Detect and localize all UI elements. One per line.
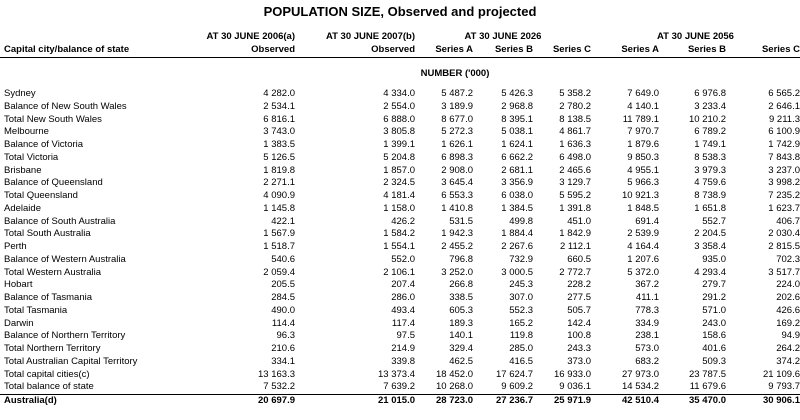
cell-value: 540.6 [271, 253, 295, 265]
cell-value: 334.1 [271, 355, 295, 367]
cell-value: 3 645.4 [441, 177, 473, 189]
cell-value: 3 998.2 [768, 177, 800, 189]
cell-value: 21 015.0 [295, 395, 415, 408]
table-row [0, 381, 800, 394]
cell-value: 426.6 [776, 304, 800, 316]
cell-value: 660.5 [567, 253, 591, 265]
cell-value: 42 510.4 [591, 395, 659, 408]
cell-value: 117.4 [391, 317, 415, 329]
cell-value: 401.6 [702, 343, 726, 354]
cell-value: 27 973.0 [622, 368, 659, 380]
cell-value: 1 624.1 [501, 139, 533, 150]
header-2026-series-a: Series A [415, 43, 473, 58]
cell-value: 2 267.6 [501, 241, 533, 252]
row-label: Balance of Western Australia [4, 253, 126, 265]
cell-value: 21 109.6 [763, 368, 800, 380]
header-group-2056: AT 30 JUNE 2056 [657, 31, 734, 42]
cell-value: 1 158.0 [383, 202, 415, 214]
cell-value: 3 743.0 [263, 126, 295, 138]
row-label: Hobart [4, 279, 33, 291]
cell-value: 2 465.6 [559, 164, 591, 176]
table-row [0, 216, 800, 229]
cell-value: 6 789.2 [694, 126, 726, 138]
cell-value: 1 410.8 [441, 202, 473, 214]
cell-value: 10 921.3 [622, 190, 659, 201]
cell-value: 531.5 [449, 215, 473, 227]
cell-value: 2 534.1 [263, 100, 295, 112]
cell-value: 2 908.0 [441, 164, 473, 176]
cell-value: 732.9 [509, 253, 533, 265]
cell-value: 7 649.0 [627, 88, 659, 99]
cell-value: 2 539.9 [627, 228, 659, 240]
cell-value: 243.3 [567, 343, 591, 354]
table-row [0, 165, 800, 178]
cell-value: 202.6 [776, 292, 800, 303]
header-2056-series-a: Series A [591, 43, 659, 58]
cell-value: 1 749.1 [694, 139, 726, 150]
cell-value: 935.0 [702, 253, 726, 265]
cell-value: 5 372.0 [627, 266, 659, 278]
unit-label: NUMBER ('000) [420, 67, 490, 79]
cell-value: 1 884.4 [501, 228, 533, 240]
row-label: Balance of New South Wales [4, 100, 127, 112]
cell-value: 4 164.4 [627, 241, 659, 252]
cell-value: 796.8 [449, 253, 473, 265]
cell-value: 25 971.9 [533, 395, 591, 408]
cell-value: 6 662.2 [501, 151, 533, 163]
cell-value: 1 383.5 [263, 139, 295, 150]
cell-value: 373.0 [567, 355, 591, 367]
cell-value: 605.3 [449, 304, 473, 316]
table-row [0, 395, 800, 408]
cell-value: 2 968.8 [501, 100, 533, 112]
cell-value: 284.5 [271, 292, 295, 303]
cell-value: 329.4 [449, 343, 473, 354]
cell-value: 165.2 [509, 317, 533, 329]
cell-value: 11 789.1 [622, 113, 659, 125]
table-row [0, 254, 800, 267]
header-2026-series-b: Series B [473, 43, 533, 58]
header-observed-2007: Observed [295, 43, 415, 58]
cell-value: 702.3 [776, 253, 800, 265]
cell-value: 493.4 [391, 304, 415, 316]
cell-value: 8 395.1 [501, 113, 533, 125]
cell-value: 1 584.2 [383, 228, 415, 240]
cell-value: 2 112.1 [560, 241, 591, 252]
row-label: Balance of Victoria [4, 139, 84, 150]
table-row [0, 126, 800, 139]
cell-value: 2 681.1 [501, 164, 533, 176]
cell-value: 499.8 [509, 215, 533, 227]
cell-value: 1 518.7 [263, 241, 295, 252]
cell-value: 3 358.4 [694, 241, 726, 252]
table-row [0, 177, 800, 190]
cell-value: 214.9 [391, 343, 415, 354]
cell-value: 1 819.8 [263, 164, 295, 176]
cell-value: 286.0 [391, 292, 415, 303]
cell-value: 422.1 [271, 215, 295, 227]
cell-value: 573.0 [635, 343, 659, 354]
cell-value: 4 090.9 [263, 190, 295, 201]
cell-value: 411.1 [635, 292, 659, 303]
cell-value: 6 038.0 [501, 190, 533, 201]
cell-value: 4 334.0 [383, 88, 415, 99]
cell-value: 451.0 [567, 215, 591, 227]
row-label: Balance of South Australia [4, 215, 116, 227]
cell-value: 1 399.1 [383, 139, 415, 150]
cell-value: 3 252.0 [441, 266, 473, 278]
row-label: Total Australian Capital Territory [4, 355, 138, 367]
cell-value: 6 100.9 [768, 126, 800, 138]
cell-value: 2 780.2 [559, 100, 591, 112]
cell-value: 8 538.3 [694, 151, 726, 163]
cell-value: 5 595.2 [559, 190, 591, 201]
cell-value: 4 955.1 [627, 164, 659, 176]
cell-value: 5 487.2 [441, 88, 473, 99]
table-row [0, 114, 800, 127]
cell-value: 14 534.2 [622, 381, 659, 393]
cell-value: 3 233.4 [694, 100, 726, 112]
cell-value: 18 452.0 [436, 368, 473, 380]
cell-value: 1 623.7 [768, 202, 800, 214]
cell-value: 1 742.9 [768, 139, 800, 150]
table-row [0, 228, 800, 241]
cell-value: 158.6 [702, 330, 726, 342]
cell-value: 4 759.6 [694, 177, 726, 189]
cell-value: 2 554.0 [383, 100, 415, 112]
population-table [0, 30, 800, 408]
table-row [0, 241, 800, 254]
cell-value: 6 553.3 [441, 190, 473, 201]
cell-value: 426.2 [391, 215, 415, 227]
cell-value: 571.0 [702, 304, 726, 316]
cell-value: 2 204.5 [694, 228, 726, 240]
cell-value: 2 815.5 [768, 241, 800, 252]
cell-value: 6 565.2 [768, 88, 800, 99]
cell-value: 5 126.5 [263, 151, 295, 163]
cell-value: 1 384.5 [501, 202, 533, 214]
cell-value: 1 207.6 [627, 253, 659, 265]
table-row [0, 279, 800, 292]
cell-value: 2 455.2 [441, 241, 473, 252]
cell-value: 4 282.0 [263, 88, 295, 99]
table-row [0, 101, 800, 114]
cell-value: 277.5 [567, 292, 591, 303]
cell-value: 8 677.0 [441, 113, 473, 125]
row-label: Total Western Australia [4, 266, 101, 278]
row-label: Total Northern Territory [4, 343, 101, 354]
cell-value: 7 532.2 [263, 381, 295, 393]
cell-value: 3 189.9 [441, 100, 473, 112]
cell-value: 367.2 [635, 279, 659, 291]
cell-value: 691.4 [635, 215, 659, 227]
cell-value: 243.0 [702, 317, 726, 329]
cell-value: 3 356.9 [501, 177, 533, 189]
cell-value: 13 163.3 [258, 368, 295, 380]
table-row [0, 292, 800, 305]
cell-value: 1 567.9 [263, 228, 295, 240]
table-title: POPULATION SIZE, Observed and projected [263, 4, 537, 19]
cell-value: 189.3 [449, 317, 473, 329]
cell-value: 552.7 [702, 215, 726, 227]
cell-value: 2 059.4 [263, 266, 295, 278]
table-row [0, 369, 800, 382]
row-label: Perth [4, 241, 27, 252]
cell-value: 266.8 [449, 279, 473, 291]
table-row [0, 152, 800, 165]
cell-value: 4 140.1 [627, 100, 659, 112]
cell-value: 4 861.7 [559, 126, 591, 138]
cell-value: 416.5 [509, 355, 533, 367]
row-label: Total New South Wales [4, 113, 102, 125]
header-2026-series-c: Series C [533, 43, 591, 58]
row-label: Total Tasmania [4, 304, 68, 316]
cell-value: 205.5 [271, 279, 295, 291]
cell-value: 2 646.1 [768, 100, 800, 112]
cell-value: 11 679.6 [689, 381, 726, 393]
row-label: Adelaide [4, 202, 41, 214]
cell-value: 9 211.3 [769, 113, 800, 125]
cell-value: 291.2 [702, 292, 726, 303]
cell-value: 3 805.8 [383, 126, 415, 138]
cell-value: 17 624.7 [496, 368, 533, 380]
cell-value: 5 272.3 [441, 126, 473, 138]
cell-value: 140.1 [449, 330, 473, 342]
cell-value: 4 293.4 [694, 266, 726, 278]
table-row [0, 88, 800, 101]
cell-value: 406.7 [776, 215, 800, 227]
cell-value: 8 138.5 [559, 113, 591, 125]
cell-value: 6 498.0 [559, 151, 591, 163]
cell-value: 7 970.7 [627, 126, 659, 138]
cell-value: 7 639.2 [383, 381, 415, 393]
row-label: Australia(d) [0, 395, 180, 408]
header-group-2006: AT 30 JUNE 2006(a) [206, 31, 295, 42]
cell-value: 505.7 [567, 304, 591, 316]
cell-value: 3 979.3 [694, 164, 726, 176]
row-label: Total balance of state [4, 381, 94, 393]
cell-value: 1 942.3 [441, 228, 473, 240]
cell-value: 238.1 [635, 330, 659, 342]
cell-value: 6 816.1 [263, 113, 295, 125]
cell-value: 13 373.4 [378, 368, 415, 380]
cell-value: 3 517.7 [768, 266, 800, 278]
cell-value: 8 738.9 [694, 190, 726, 201]
cell-value: 114.4 [271, 317, 295, 329]
cell-value: 23 787.5 [689, 368, 726, 380]
cell-value: 96.3 [276, 330, 295, 342]
cell-value: 9 850.3 [627, 151, 659, 163]
row-label: Balance of Tasmania [4, 292, 93, 303]
cell-value: 9 036.1 [559, 381, 591, 393]
table-row [0, 203, 800, 216]
cell-value: 334.9 [635, 317, 659, 329]
cell-value: 6 898.3 [441, 151, 473, 163]
cell-value: 142.4 [567, 317, 591, 329]
cell-value: 1 842.9 [559, 228, 591, 240]
cell-value: 264.2 [776, 343, 800, 354]
header-2056-series-b: Series B [659, 43, 726, 58]
cell-value: 228.2 [567, 279, 591, 291]
cell-value: 28 723.0 [415, 395, 473, 408]
header-observed-2006: Observed [180, 43, 295, 58]
cell-value: 2 106.1 [383, 266, 415, 278]
cell-value: 7 843.8 [768, 151, 800, 163]
cell-value: 6 888.0 [383, 113, 415, 125]
header-group-2026: AT 30 JUNE 2026 [464, 31, 542, 42]
cell-value: 5 426.3 [501, 88, 533, 99]
table-body [0, 88, 800, 408]
cell-value: 683.2 [635, 355, 659, 367]
cell-value: 462.5 [449, 355, 473, 367]
cell-value: 210.6 [271, 343, 295, 354]
cell-value: 552.3 [509, 304, 533, 316]
cell-value: 5 038.1 [501, 126, 533, 138]
cell-value: 3 129.7 [559, 177, 591, 189]
cell-value: 1 554.1 [383, 241, 415, 252]
cell-value: 100.8 [567, 330, 591, 342]
cell-value: 9 793.7 [768, 381, 800, 393]
cell-value: 2 030.4 [768, 228, 800, 240]
cell-value: 509.3 [702, 355, 726, 367]
cell-value: 1 626.1 [441, 139, 473, 150]
cell-value: 374.2 [776, 355, 800, 367]
header-group-2007: AT 30 JUNE 2007(b) [325, 31, 415, 42]
cell-value: 94.9 [781, 330, 800, 342]
header-col-label: Capital city/balance of state [0, 43, 180, 58]
header-blank [0, 30, 180, 43]
table-row [0, 330, 800, 343]
cell-value: 6 976.8 [694, 88, 726, 99]
cell-value: 5 204.8 [383, 151, 415, 163]
cell-value: 1 857.0 [383, 164, 415, 176]
cell-value: 5 966.3 [627, 177, 659, 189]
row-label: Total Victoria [4, 151, 59, 163]
cell-value: 2 324.5 [383, 177, 415, 189]
cell-value: 16 933.0 [554, 368, 591, 380]
cell-value: 778.3 [635, 304, 659, 316]
cell-value: 7 235.2 [768, 190, 800, 201]
cell-value: 5 358.2 [559, 88, 591, 99]
table-row [0, 267, 800, 280]
row-label: Total Queensland [4, 190, 78, 201]
cell-value: 338.5 [449, 292, 473, 303]
cell-value: 224.0 [776, 279, 800, 291]
cell-value: 1 848.5 [627, 202, 659, 214]
cell-value: 552.0 [391, 253, 415, 265]
cell-value: 490.0 [271, 304, 295, 316]
cell-value: 30 906.1 [726, 395, 800, 408]
header-2056-series-c: Series C [726, 43, 800, 58]
cell-value: 4 181.4 [383, 190, 415, 201]
table-row [0, 318, 800, 331]
cell-value: 339.8 [391, 355, 415, 367]
table-row [0, 356, 800, 369]
cell-value: 207.4 [391, 279, 415, 291]
cell-value: 1 636.3 [559, 139, 591, 150]
cell-value: 35 470.0 [659, 395, 726, 408]
cell-value: 3 237.0 [768, 164, 800, 176]
cell-value: 2 271.1 [263, 177, 295, 189]
cell-value: 307.0 [509, 292, 533, 303]
cell-value: 3 000.5 [501, 266, 533, 278]
row-label: Brisbane [4, 164, 42, 176]
cell-value: 97.5 [396, 330, 415, 342]
row-label: Balance of Queensland [4, 177, 103, 189]
cell-value: 1 145.8 [263, 202, 295, 214]
cell-value: 245.3 [509, 279, 533, 291]
cell-value: 285.0 [509, 343, 533, 354]
cell-value: 10 268.0 [436, 381, 473, 393]
row-label: Balance of Northern Territory [4, 330, 126, 342]
cell-value: 1 879.6 [627, 139, 659, 150]
row-label: Total South Australia [4, 228, 91, 240]
cell-value: 10 210.2 [689, 113, 726, 125]
table-row [0, 305, 800, 318]
cell-value: 9 609.2 [501, 381, 533, 393]
row-label: Melbourne [4, 126, 49, 138]
cell-value: 1 391.8 [559, 202, 591, 214]
cell-value: 27 236.7 [473, 395, 533, 408]
cell-value: 2 772.7 [559, 266, 591, 278]
cell-value: 279.7 [702, 279, 726, 291]
row-label: Sydney [4, 88, 36, 99]
cell-value: 169.2 [776, 317, 800, 329]
table-row [0, 190, 800, 203]
cell-value: 20 697.9 [180, 395, 295, 408]
cell-value: 119.8 [509, 330, 533, 342]
row-label: Total capital cities(c) [4, 368, 90, 380]
row-label: Darwin [4, 317, 34, 329]
cell-value: 1 651.8 [694, 202, 726, 214]
table-row [0, 139, 800, 152]
table-row [0, 343, 800, 356]
